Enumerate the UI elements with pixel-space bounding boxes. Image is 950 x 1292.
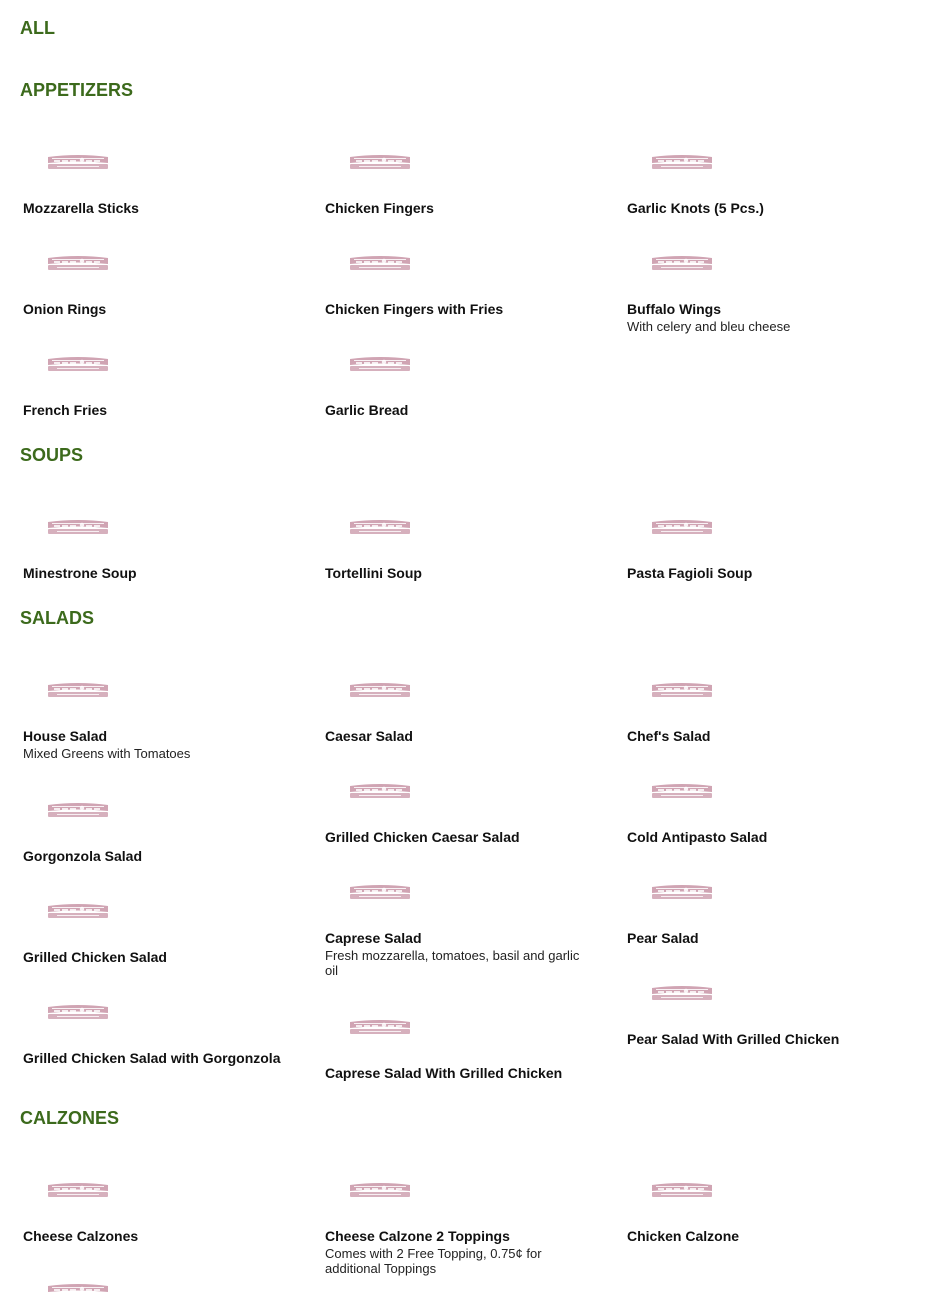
item-name: Buffalo Wings (627, 301, 721, 317)
menu-item-chicken-fingers-with-fries[interactable] (325, 255, 595, 325)
menu-item-tortellini-soup[interactable] (325, 519, 595, 589)
logo-icon (650, 519, 714, 535)
menu-item-cheese-calzone-2-toppings[interactable] (325, 1182, 595, 1278)
menu-item-buffalo-wings[interactable] (627, 255, 897, 337)
menu-item-mozzarella-sticks[interactable] (23, 154, 293, 224)
logo-icon (650, 682, 714, 698)
logo-icon (348, 154, 412, 170)
menu-item-grilled-chicken-salad-gorgonzola[interactable] (23, 1004, 293, 1074)
logo-icon (46, 682, 110, 698)
menu-item-gorgonzola-salad[interactable] (23, 802, 293, 872)
logo-icon (46, 255, 110, 271)
item-name: Chef's Salad (627, 728, 711, 744)
logo-icon (46, 1004, 110, 1020)
menu-item-grilled-chicken-caesar-salad[interactable] (325, 783, 595, 853)
menu-item-chicken-calzone[interactable] (627, 1182, 897, 1252)
item-name: Pear Salad (627, 930, 699, 946)
item-name: Gorgonzola Salad (23, 848, 143, 864)
item-name: French Fries (23, 402, 108, 418)
menu-item-caprese-salad-grilled-chicken[interactable] (325, 1019, 595, 1089)
logo-icon (650, 985, 714, 1001)
logo-icon (348, 255, 412, 271)
item-name: Cold Antipasto Salad (627, 829, 768, 845)
logo-icon (650, 1182, 714, 1198)
logo-icon (46, 519, 110, 535)
item-name: Cheese Calzone 2 Toppings (325, 1228, 510, 1244)
item-description: With celery and bleu cheese (627, 319, 791, 334)
menu-item-minestrone-soup[interactable] (23, 519, 293, 589)
menu-item-cold-antipasto-salad[interactable] (627, 783, 897, 853)
item-name: Chicken Calzone (627, 1228, 740, 1244)
section-title-appetizers[interactable]: APPETIZERS (20, 80, 134, 100)
logo-icon (46, 356, 110, 372)
item-name: Chicken Fingers (325, 200, 434, 216)
menu-item-chefs-salad[interactable] (627, 682, 897, 752)
item-description: Comes with 2 Free Topping, 0.75¢ for additional Toppings (325, 1246, 542, 1276)
menu-item-french-fries[interactable] (23, 356, 293, 426)
section-title-all[interactable]: ALL (20, 18, 55, 38)
item-name: Tortellini Soup (325, 565, 422, 581)
logo-icon (46, 802, 110, 818)
logo-icon (46, 1283, 110, 1292)
item-name: Grilled Chicken Salad with Gorgonzola (23, 1050, 281, 1066)
item-name: Onion Rings (23, 301, 107, 317)
item-name: Chicken Fingers with Fries (325, 301, 504, 317)
logo-icon (348, 519, 412, 535)
menu-item-partial[interactable] (23, 1283, 293, 1292)
logo-icon (46, 1182, 110, 1198)
item-name: Pear Salad With Grilled Chicken (627, 1031, 840, 1047)
menu-item-caesar-salad[interactable] (325, 682, 595, 752)
menu-item-onion-rings[interactable] (23, 255, 293, 325)
section-title-calzones[interactable]: CALZONES (20, 1108, 119, 1128)
logo-icon (348, 783, 412, 799)
item-name: Caesar Salad (325, 728, 413, 744)
logo-icon (650, 884, 714, 900)
item-name: Grilled Chicken Caesar Salad (325, 829, 520, 845)
logo-icon (46, 903, 110, 919)
item-name: Minestrone Soup (23, 565, 137, 581)
menu-item-pear-salad[interactable] (627, 884, 897, 954)
logo-icon (650, 783, 714, 799)
menu-item-cheese-calzones[interactable] (23, 1182, 293, 1252)
logo-icon (650, 255, 714, 271)
section-title-soups[interactable]: SOUPS (20, 445, 84, 465)
item-name: Garlic Bread (325, 402, 409, 418)
menu-item-grilled-chicken-salad[interactable] (23, 903, 293, 973)
menu-item-pear-salad-grilled-chicken[interactable] (627, 985, 897, 1055)
item-description: Fresh mozzarella, tomatoes, basil and garlic oil (325, 948, 580, 978)
item-name: Garlic Knots (5 Pcs.) (627, 200, 764, 216)
logo-icon (348, 1182, 412, 1198)
logo-icon (650, 154, 714, 170)
item-name: Pasta Fagioli Soup (627, 565, 753, 581)
logo-icon (348, 682, 412, 698)
item-name: Mozzarella Sticks (23, 200, 139, 216)
logo-icon (348, 1019, 412, 1035)
menu-item-chicken-fingers[interactable] (325, 154, 595, 224)
item-name: Caprese Salad (325, 930, 422, 946)
menu-item-garlic-bread[interactable] (325, 356, 595, 426)
menu-item-garlic-knots[interactable] (627, 154, 897, 224)
item-name: Cheese Calzones (23, 1228, 139, 1244)
menu-item-caprese-salad[interactable] (325, 884, 595, 980)
item-name: Grilled Chicken Salad (23, 949, 167, 965)
logo-icon (348, 356, 412, 372)
item-name: House Salad (23, 728, 108, 744)
menu-item-pasta-fagioli-soup[interactable] (627, 519, 897, 589)
logo-icon (46, 154, 110, 170)
logo-icon (348, 884, 412, 900)
item-description: Mixed Greens with Tomatoes (23, 746, 191, 761)
menu-item-house-salad[interactable] (23, 682, 293, 764)
section-title-salads[interactable]: SALADS (20, 608, 95, 628)
item-name: Caprese Salad With Grilled Chicken (325, 1065, 563, 1081)
